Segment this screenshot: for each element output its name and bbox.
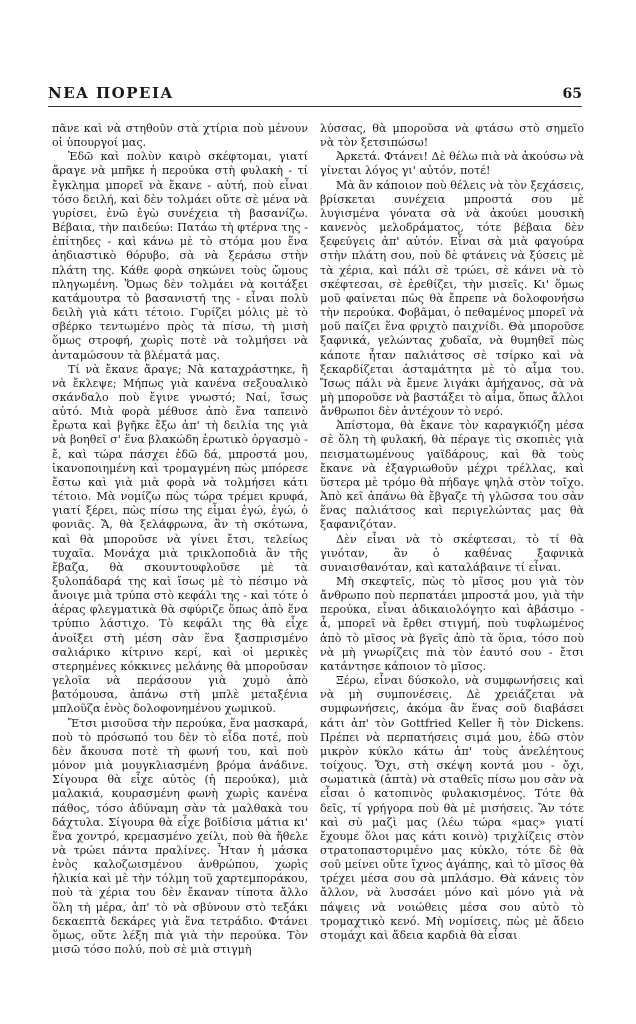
page-number: 65 — [562, 86, 582, 102]
paragraph: Ἀπίστομα, θὰ ἔκανε τὸν καραγκιόζη μέσα σὲ ὅλη τὴ φυλακή, θὰ πέραγε τὶς σκοπιὲς γιὰ πεισματωμένους γαϊδάρους, καὶ θὰ τοὺς ἔκανε νὰ ἐξαγριωθοῦν μέχρι τρέλλας, καὶ ὕστερα μὲ τρόμο θὰ πήδαγε ψηλὰ στὸν τοῖχο. Ἀπὸ κεῖ ἀπάνω θὰ ἔβγαζε τὴ γλῶσσα του σὰν ἕνας παλιάτσος καὶ περιγελώντας μας θὰ ξαφανιζόταν. — [320, 419, 584, 532]
paragraph: Τί νὰ ἔκανε ἄραγε; Νὰ καταχράστηκε, ἢ νὰ ἔκλεψε; Μήπως γιὰ κανένα σεξουαλικὸ σκάνδαλο ποὺ ἔγινε γνωστό; Ναί, ἴσως αὐτό. Μιὰ φορὰ μέθυσε ἀπὸ ἕνα ταπεινὸ ἔρωτα καὶ βγῆκε ἔξω ἀπ' τὴ δειλία της γιὰ νὰ βοηθεῖ σ' ἕνα βλακώδη ἐρωτικὸ ὀργασμὸ - ἔ, καὶ τώρα πάσχει ἐδῶ δά, μπροστά μου, ἱκανοποιημένη καὶ τρομαγμένη πὼς μπόρεσε ἔστω καὶ γιὰ μιὰ φορὰ νὰ τολμήσει κάτι τέτοιο. Μὰ νομίζω πὼς τώρα τρέμει κρυφά, γιατί ξέρει, πὼς πίσω της εἶμαι ἐγώ, ἐγώ, ὁ φονιᾶς. Ἄ, θὰ ξελάφρωνα, ἂν τὴ σκότωνα, καὶ θὰ μποροῦσε νὰ γίνει ἔτσι, τελείως τυχαῖα. Μονάχα μιὰ τρικλοποδιὰ ἂν τῆς ἔβαζα, θὰ σκουντουφλοῦσε μὲ τὰ ξυλοπάδαρά της καὶ ἴσως μὲ τὸ πέσιμο νὰ ἄνοιγε μιὰ τρύπα στὸ κεφάλι της - καὶ τότε ὁ ἀέρας φλεγματικὰ θὰ σφύριζε ὅπως ἀπὸ ἕνα τρύπιο λάστιχο. Τὸ κεφάλι της θὰ εἶχε ἀνοίξει στὴ μέση σὰν ἕνα ξασπρισμένο σαλιάρικο κίτρινο κερί, καὶ οἱ μερικὲς στερημένες κόκκινες μελάνης θὰ μποροῦσαν γελοῖα νὰ περάσουν γιὰ χυμὸ ἀπὸ βατόμουσα, ἀπάνω στὴ μπλὲ μεταξένια μπλοῦζα ἑνὸς δολοφονημένου χωμικοῦ. — [52, 362, 308, 716]
paragraph: Ἔτσι μισοῦσα τὴν περούκα, ἕνα μασκαρά, ποὺ τὸ πρόσωπό του δὲν τὸ εἶδα ποτέ, ποὺ δὲν ἄκουσα ποτὲ τὴ φωνή του, καὶ ποὺ μόνον μιὰ μουγκλιασμένη βρόμα ἀνάδινε. Σίγουρα θὰ εἶχε αὐτὸς (ἡ περούκα), μιὰ μαλακιά, κουρασμένη φωνὴ χωρὶς κανένα πάθος, τόσο ἀδύναμη σὰν τὰ μαλθακὰ του δάχτυλα. Σίγουρα θὰ εἶχε βοϊδίσια μάτια κι' ἕνα χοντρό, κρεμασμένο χείλι, ποὺ θὰ ἤθελε νὰ τρώει πάντα πραλίνες. Ἦταν ἡ μάσκα ἑνὸς καλοζωισμένου ἀνθρώπου, χωρὶς ἡλικία καὶ μὲ τὴν τόλμη τοῦ χαρτεμποράκου, ποὺ τὰ χέρια του δὲν ἔκαναν τίποτα ἄλλο ὅλη τὴ μέρα, ἀπ' τὸ νὰ σβύνουν στὸ τεξάκι δεκαεπτὰ δεκάρες γιὰ ἕνα τετράδιο. Φτάνει ὅμως, οὔτε λέξη πιὰ γιὰ τὴν περούκα. Τὸν μισῶ τόσο πολύ, ποὺ σὲ μιὰ στιγμὴ — [52, 716, 308, 957]
paragraph: Ξέρω, εἶναι δύσκολο, νὰ συμφωνήσεις καὶ νὰ μὴ συμπονέσεις. Δὲ χρειάζεται νὰ συμφωνήσεις, ἀκόμα ἂν ἕνας σοῦ διαβάσει κάτι ἀπ' τὸν Gottfried Keller ἢ τὸν Dickens. Πρέπει νὰ περπατήσεις σιμά μου, ἐδῶ στὸν μικρὸν κύκλο κάτω ἀπ' τοὺς ἀνελέητους τοίχους. Ὄχι, στὴ σκέψη κοντά μου - ὄχι, σωματικὰ (ἀπτὰ) νὰ σταθεῖς πίσω μου σὰν νὰ εἶσαι ὁ κατοπινὸς φυλακισμένος. Τότε θὰ δεῖς, τί γρήγορα ποὺ θὰ μὲ μισήσεις. Ἂν τότε καὶ σὺ μαζὶ μας (λέω τώρα «μας» γιατί ἔχουμε ὅλοι μας κάτι κοινὸ) τριχλίζεις στὸν στρατοπαστοριμένο μας κύκλο, τότε δὲ θὰ σοῦ μείνει οὔτε ἴχνος ἀγάπης, καὶ τὸ μῖσος θὰ τρέχει μέσα σου σὰ μπλάσμο. Θὰ κάνεις τὸν ἄλλον, νὰ λυσσάει μόνο καὶ μόνο γιὰ νὰ πάψεις νὰ νοιώθεις μέσα σου αὐτὸ τὸ τρομαχτικὸ κενό. Μὴ νομίσεις, πὼς μὲ ἄδειο στομάχι καὶ ἄδεια καρδιὰ θὰ εἶσαι — [320, 674, 584, 942]
left-column — [52, 122, 308, 957]
running-header — [48, 80, 582, 102]
header-rule — [48, 106, 582, 107]
paragraph: Μὴ σκεφτεῖς, πὼς τὸ μῖσος μου γιὰ τὸν ἄνθρωπο ποὺ περπατάει μπροστά μου, γιὰ τὴν περούκα, εἶναι ἀδικαιολόγητο καὶ ἀβάσιμο - ἆ, μπορεῖ νὰ ἔρθει στιγμή, ποὺ τυφλωμένος ἀπὸ τὸ μῖσος νὰ βγεῖς ἀπὸ τὰ ὅρια, τόσο ποὺ νὰ μὴ γνωρίζεις πιὰ τὸν ἑαυτό σου - ἔτσι κατάντησε κάποιον τὸ μῖσος. — [320, 575, 584, 673]
paragraph: Δὲν εἶναι νὰ τὸ σκέφτεσαι, τὸ τί θὰ γινόταν, ἂν ὁ καθένας ξαφνικὰ συναισθανόταν, καὶ καταλάβαινε τί εἶναι. — [320, 532, 584, 574]
paragraph: Ἐδῶ καὶ πολὺν καιρὸ σκέφτομαι, γιατί ἄραγε νὰ μπῆκε ἡ περούκα στὴ φυλακὴ - τί ἔγκλημα μπορεῖ νὰ ἔκανε - αὐτή, ποὺ εἶναι τόσο δειλή, καὶ δὲν τολμάει οὔτε σὲ μένα νὰ γυρίσει, ἐνῶ ἐγὼ συνέχεια τὴ βασανίζω. Βέβαια, τὴν παιδεύω: Πατάω τὴ φτέρνα της - ἐπίτηδες - καὶ κάνω μὲ τὸ στόμα μου ἕνα ἀηδιαστικὸ θόρυβο, σὰ νὰ ξεράσω στὴν πλάτη της. Κάθε φορὰ σηκώνει τοὺς ὤμους πληγωμένη. Ὅμως δὲν τολμάει νὰ κοιτάξει κατάμουτρα τὸ βασανιστή της - εἶναι πολὺ δειλὴ γιὰ κάτι τέτοιο. Γυρίζει μόλις μὲ τὸ σβέρκο τεντωμένο πρὸς τὰ πίσω, τὴ μισὴ ὅμως στροφή, χωρὶς ποτὲ νὰ τολμήσει νὰ ἀνταμώσουν τὰ βλέματά μας. — [52, 150, 308, 362]
paragraph: Μὰ ἂν κάποιον ποὺ θέλεις νὰ τὸν ξεχάσεις, βρίσκεται συνέχεια μπροστά σου μὲ λυγισμένα γόνατα σὰ νὰ ἀκούει μουσικὴ κανενὸς μελοδράματος, τότε βέβαια δὲν ξεφεύγεις ἀπ' αὐτόν. Εἶναι σὰ μιὰ φαγούρα στὴν πλάτη σου, ποὺ δὲ φτάνεις νὰ ξύσεις μὲ τὰ χέρια, καὶ πάλι σὲ τρώει, σὲ κάνει νὰ τὸ σκέφτεσαι, σὲ ἐρεθίζει, τὴν μισεῖς. Κι' ὅμως μοῦ φαίνεται πὼς θὰ ἔπρεπε νὰ δολοφονήσω τὴν περούκα. Φοβᾶμαι, ὁ πεθαμένος μπορεῖ νὰ μοῦ παίζει ἕνα φριχτὸ παιχνίδι. Θὰ μποροῦσε ξαφνικά, γελώντας χυδαῖα, νὰ θυμηθεῖ πὼς κάποτε ἦταν παλιάτσος σὲ τσίρκο καὶ νὰ ξεκαρδίζεται ἀσταμάτητα μὲ τὸ αἷμα του. Ἴσως πάλι νὰ ἔμενε λιγάκι ἀμήχανος, σὰ νὰ μὴ μποροῦσε νὰ βαστάξει τὸ αἷμα, ὅπως ἄλλοι ἄνθρωποι δὲν ἀντέχουν τὸ νερό. — [320, 178, 584, 419]
paragraph: λύσσας, θὰ μποροῦσα νὰ φτάσω στὸ σημεῖο νὰ τὸν ξετσιπώσω! — [320, 122, 584, 150]
journal-title: ΝΕΑ ΠΟΡΕΙΑ — [48, 84, 174, 102]
right-column — [320, 122, 584, 943]
paragraph: Ἀρκετά. Φτάνει! Δὲ θέλω πιὰ νὰ ἀκούσω νὰ γίνεται λόγος γι' αὐτόν, ποτέ! — [320, 150, 584, 178]
paragraph: πᾶνε καὶ νὰ στηθοῦν στὰ χτίρια ποὺ μένουν οἱ ὑπουργοί μας. — [52, 122, 308, 150]
